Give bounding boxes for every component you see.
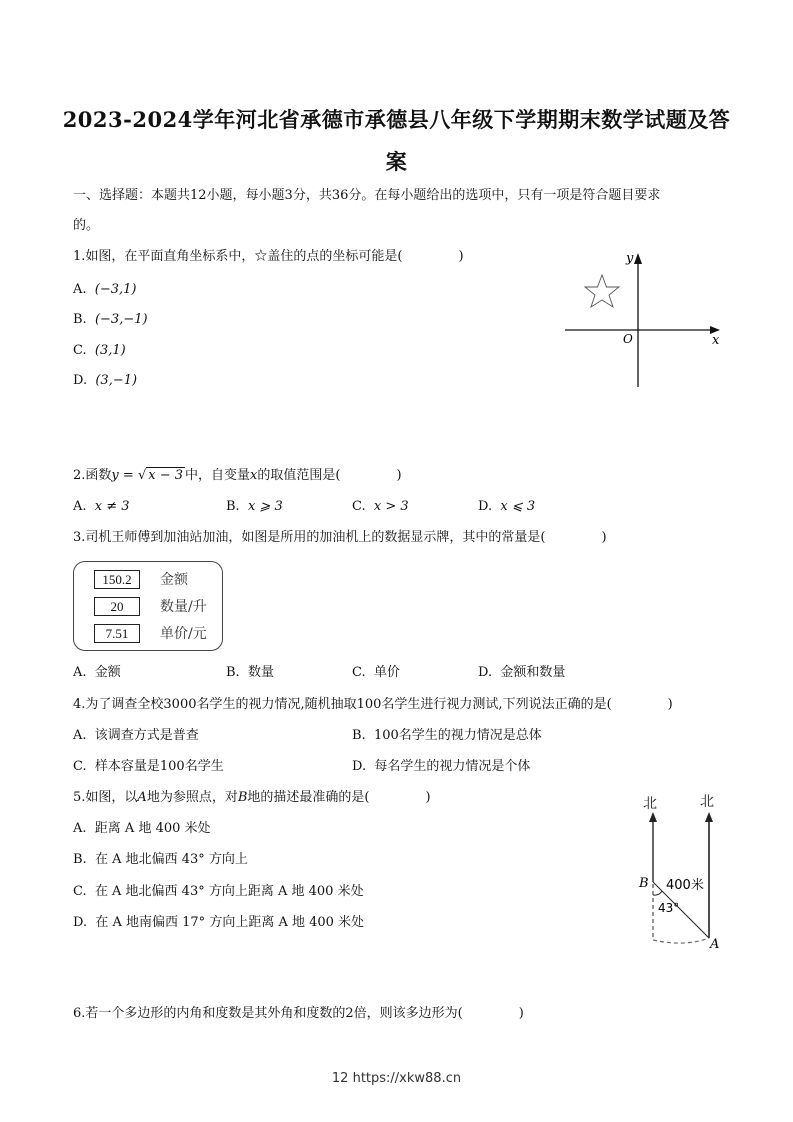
north-label-left: 北 <box>643 796 657 812</box>
option-text: 在 A 地北偏西 43° 方向上 <box>94 852 248 867</box>
display-row-amount <box>94 569 188 589</box>
question-3-option-c[interactable] <box>352 665 400 681</box>
star-icon <box>585 275 619 307</box>
point-label: A <box>137 790 147 805</box>
question-5-stem <box>73 790 431 806</box>
display-value: 150.2 <box>94 570 140 589</box>
option-text: (3,1) <box>94 343 126 358</box>
question-2-option-c[interactable] <box>352 499 409 515</box>
display-row-unit-price <box>94 623 207 643</box>
y-axis-label: y <box>626 251 634 266</box>
page-title-continued: 案 <box>385 149 408 174</box>
question-text: 司机王师傅到加油站加油，如图是所用的加油机上的数据显示牌，其中的常量是( <box>85 530 546 545</box>
close-paren: ) <box>396 468 402 483</box>
option-text: x ≠ 3 <box>94 499 130 514</box>
option-label: B. <box>73 312 87 327</box>
question-1-option-d[interactable] <box>73 373 137 389</box>
close-paren: ) <box>601 530 607 545</box>
question-text: 如图，以 <box>85 790 138 805</box>
option-label: B. <box>226 499 240 514</box>
section-intro-continued: 的。 <box>73 218 100 233</box>
option-text: 金额和数量 <box>500 665 566 680</box>
option-label: A. <box>73 728 87 743</box>
question-text: 中，自变量 <box>185 468 251 483</box>
point-label: B <box>237 790 248 805</box>
point-b-label: B <box>639 876 649 891</box>
option-text: (−3,1) <box>94 282 137 297</box>
option-text: 100名学生的视力情况是总体 <box>373 728 542 743</box>
option-label: B. <box>352 728 366 743</box>
question-5-option-d[interactable] <box>73 915 364 931</box>
question-4-option-c[interactable] <box>73 759 224 775</box>
question-5-option-b[interactable] <box>73 852 248 868</box>
option-label: B. <box>73 852 87 867</box>
question-2-option-a[interactable] <box>73 499 130 515</box>
origin-label: O <box>623 332 633 346</box>
option-text: 在 A 地北偏西 43° 方向上距离 A 地 400 米处 <box>94 884 364 899</box>
page-footer: 12 https://xkw88.cn <box>331 1071 462 1086</box>
question-number: 6. <box>73 1006 86 1021</box>
question-4-option-b[interactable] <box>352 728 542 744</box>
question-number: 4. <box>73 697 86 712</box>
option-label: A. <box>73 282 87 297</box>
radicand: x − 3 <box>148 468 183 483</box>
option-label: C. <box>352 665 366 680</box>
option-text: x ⩽ 3 <box>500 499 536 514</box>
question-1-option-b[interactable] <box>73 312 148 328</box>
question-6-stem <box>73 1006 524 1022</box>
x-axis-label: x <box>712 333 720 348</box>
sqrt-icon: √ <box>137 468 147 483</box>
option-label: C. <box>352 499 366 514</box>
option-text: (3,−1) <box>95 373 138 388</box>
option-label: A. <box>73 665 87 680</box>
question-text: 如图，在平面直角坐标系中，☆盖住的点的坐标可能是( <box>85 249 403 264</box>
coordinate-plane-figure <box>560 245 730 395</box>
question-3-stem <box>73 530 607 546</box>
arrow-up-icon <box>705 812 713 822</box>
question-4-option-d[interactable] <box>352 759 530 775</box>
display-row-quantity <box>94 596 207 616</box>
section-intro: 一、选择题：本题共12小题，每小题3分，共36分。在每小题给出的选项中，只有一项是符合题目要求 <box>73 188 661 203</box>
option-label: C. <box>73 884 87 899</box>
option-text: x > 3 <box>373 499 409 514</box>
close-paren: ) <box>425 790 431 805</box>
question-number: 1. <box>73 249 86 264</box>
question-text: 的取值范围是( <box>257 468 341 483</box>
question-3-option-d[interactable] <box>478 665 565 681</box>
option-label: D. <box>352 759 367 774</box>
arrow-up-icon <box>649 812 657 822</box>
option-text: 样本容量是100名学生 <box>94 759 224 774</box>
display-label: 单价/元 <box>160 626 207 642</box>
function-expression: y = <box>111 468 134 483</box>
question-2-option-b[interactable] <box>226 499 283 515</box>
question-1-option-c[interactable] <box>73 343 126 359</box>
question-5-option-c[interactable] <box>73 884 364 900</box>
question-2-option-d[interactable] <box>478 499 535 515</box>
page-title: 2023-2024学年河北省承德市承德县八年级下学期期末数学试题及答 <box>62 107 731 132</box>
display-value: 20 <box>94 597 140 616</box>
question-text: 若一个多边形的内角和度数是其外角和度数的2倍，则该多边形为( <box>85 1006 463 1021</box>
fuel-pump-display <box>73 561 223 651</box>
option-label: D. <box>73 373 88 388</box>
close-paren: ) <box>518 1006 524 1021</box>
option-label: A. <box>73 821 87 836</box>
option-text: 每名学生的视力情况是个体 <box>374 759 531 774</box>
option-text: 在 A 地南偏西 17° 方向上距离 A 地 400 米处 <box>95 915 365 930</box>
north-label-right: 北 <box>700 794 714 810</box>
question-3-option-b[interactable] <box>226 665 274 681</box>
question-text: 函数 <box>85 468 112 483</box>
question-text: 地为参照点，对 <box>146 790 238 805</box>
option-label: C. <box>73 759 87 774</box>
option-text: 单价 <box>373 665 400 680</box>
option-label: D. <box>73 915 88 930</box>
question-number: 3. <box>73 530 86 545</box>
close-paren: ) <box>458 249 464 264</box>
option-label: D. <box>478 665 493 680</box>
option-label: B. <box>226 665 240 680</box>
option-text: 距离 A 地 400 米处 <box>94 821 211 836</box>
question-text: 为了调查全校3000名学生的视力情况,随机抽取100名学生进行视力测试,下列说法正确的是( <box>85 697 612 712</box>
option-text: 数量 <box>247 665 274 680</box>
option-text: x ⩾ 3 <box>247 499 283 514</box>
option-text: (−3,−1) <box>94 312 148 327</box>
point-a-label: A <box>710 937 720 952</box>
question-number: 5. <box>73 790 86 805</box>
variable: x <box>250 468 258 483</box>
option-text: 金额 <box>94 665 121 680</box>
question-text: 地的描述最准确的是( <box>247 790 370 805</box>
question-2-stem <box>73 468 402 484</box>
question-1-stem <box>73 249 464 265</box>
display-label: 金额 <box>160 572 188 588</box>
angle-label: 43° <box>658 901 680 915</box>
direction-figure <box>630 790 740 955</box>
question-4-option-a[interactable] <box>73 728 199 744</box>
option-text: 该调查方式是普查 <box>94 728 199 743</box>
question-1-option-a[interactable] <box>73 282 137 298</box>
question-5-option-a[interactable] <box>73 821 211 837</box>
display-label: 数量/升 <box>160 599 207 615</box>
display-value: 7.51 <box>94 624 140 643</box>
close-paren: ) <box>667 697 673 712</box>
option-label: A. <box>73 499 87 514</box>
distance-label: 400米 <box>666 878 704 893</box>
option-label: D. <box>478 499 493 514</box>
question-3-option-a[interactable] <box>73 665 121 681</box>
question-number: 2. <box>73 468 86 483</box>
question-4-stem <box>73 697 673 713</box>
option-label: C. <box>73 343 87 358</box>
